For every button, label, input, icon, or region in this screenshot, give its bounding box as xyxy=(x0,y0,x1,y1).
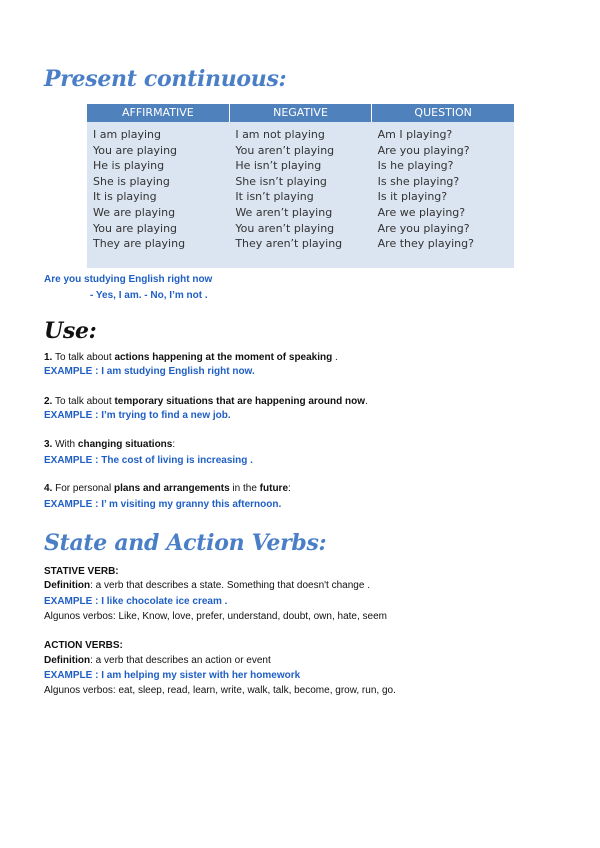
definition-text: : a verb that describes an action or event xyxy=(90,655,271,666)
cell-question: Is he playing? xyxy=(377,159,454,173)
cell-negative: They aren’t playing xyxy=(235,237,343,251)
use-keyword: plans and arrangements xyxy=(114,483,230,494)
cell-negative: It isn’t playing xyxy=(235,190,314,204)
column-question xyxy=(372,127,514,252)
use-text: in the xyxy=(229,483,260,494)
cell-affirmative: We are playing xyxy=(93,205,176,219)
cell-affirmative: You are playing xyxy=(93,221,178,235)
cell-negative: She isn’t playing xyxy=(235,174,327,188)
cell-question: Is she playing? xyxy=(377,174,460,188)
stative-example: EXAMPLE : I like chocolate ice cream . xyxy=(44,596,228,607)
conjugation-table xyxy=(87,104,514,268)
cell-question: Is it playing? xyxy=(377,190,448,204)
stative-heading xyxy=(44,566,119,578)
column-negative xyxy=(229,127,371,252)
cell-affirmative: He is playing xyxy=(93,159,165,173)
header-question: QUESTION xyxy=(371,104,514,122)
cell-question: Are they playing? xyxy=(377,237,474,251)
action-verb-list: Algunos verbos: eat, sleep, read, learn, write, walk, talk, become, grow, run, go. xyxy=(44,685,396,696)
action-heading-text: ACTION VERBS: xyxy=(44,640,123,651)
cell-negative: I am not playing xyxy=(235,128,325,141)
action-example: EXAMPLE : I am helping my sister with her homework xyxy=(44,670,301,681)
table-header-row xyxy=(87,104,514,122)
use-number: 1. xyxy=(44,352,53,363)
use-example-3: EXAMPLE : The cost of living is increasing . xyxy=(44,455,253,466)
use-item-3 xyxy=(44,439,175,451)
verbs-heading: State and Action Verbs: xyxy=(44,530,327,556)
cell-negative: You aren’t playing xyxy=(235,221,335,235)
cell-affirmative: You are playing xyxy=(93,143,178,157)
cell-negative: He isn’t playing xyxy=(235,159,322,173)
cell-negative: We aren’t playing xyxy=(235,205,333,219)
action-definition xyxy=(44,655,271,667)
use-text: : xyxy=(172,439,176,450)
stative-heading-text: STATIVE VERB: xyxy=(44,566,119,577)
use-heading: Use: xyxy=(44,318,97,344)
use-keyword: actions happening at the moment of speaking xyxy=(114,352,333,363)
use-example-2: EXAMPLE : I’m trying to find a new job. xyxy=(44,410,231,421)
page-title: Present continuous: xyxy=(44,66,287,92)
use-item-2 xyxy=(44,396,368,408)
use-item-4 xyxy=(44,483,291,495)
use-text: : xyxy=(288,483,291,494)
use-keyword: future xyxy=(259,483,289,494)
use-text: . xyxy=(365,396,368,407)
example-question: Are you studying English right now xyxy=(44,274,213,285)
definition-label: Definition xyxy=(44,655,91,666)
use-number: 4. xyxy=(44,483,53,494)
use-text: To talk about xyxy=(52,396,115,407)
definition-label: Definition xyxy=(44,580,91,591)
use-text: . xyxy=(332,352,338,363)
column-affirmative xyxy=(87,127,229,252)
cell-affirmative: I am playing xyxy=(93,128,161,141)
use-number: 3. xyxy=(44,439,53,450)
cell-negative: You aren’t playing xyxy=(235,143,335,157)
cell-question: Are we playing? xyxy=(377,205,466,219)
use-text: With xyxy=(52,439,78,450)
stative-definition xyxy=(44,580,370,592)
stative-verb-list: Algunos verbos: Like, Know, love, prefer, understand, doubt, own, hate, seem xyxy=(44,611,387,622)
cell-affirmative: They are playing xyxy=(93,237,186,251)
use-item-1 xyxy=(44,352,338,364)
header-affirmative: AFFIRMATIVE xyxy=(122,106,194,119)
example-answers: - Yes, I am. - No, I’m not . xyxy=(90,290,208,301)
action-heading xyxy=(44,640,123,652)
definition-text: : a verb that describes a state. Something that doesn't change . xyxy=(90,580,370,591)
cell-question: Am I playing? xyxy=(377,128,453,141)
cell-affirmative: It is playing xyxy=(93,190,157,204)
use-text: To talk about xyxy=(52,352,115,363)
use-number: 2. xyxy=(44,396,53,407)
cell-affirmative: She is playing xyxy=(93,174,170,188)
use-keyword: temporary situations that are happening around now xyxy=(114,396,366,407)
use-example-4: EXAMPLE : I’ m visiting my granny this afternoon. xyxy=(44,499,282,510)
use-example-1: EXAMPLE : I am studying English right now. xyxy=(44,366,255,377)
use-text: For personal xyxy=(52,483,115,494)
cell-question: Are you playing? xyxy=(377,143,470,157)
cell-question: Are you playing? xyxy=(377,221,470,235)
use-keyword: changing situations xyxy=(77,439,173,450)
header-negative: NEGATIVE xyxy=(229,104,372,122)
